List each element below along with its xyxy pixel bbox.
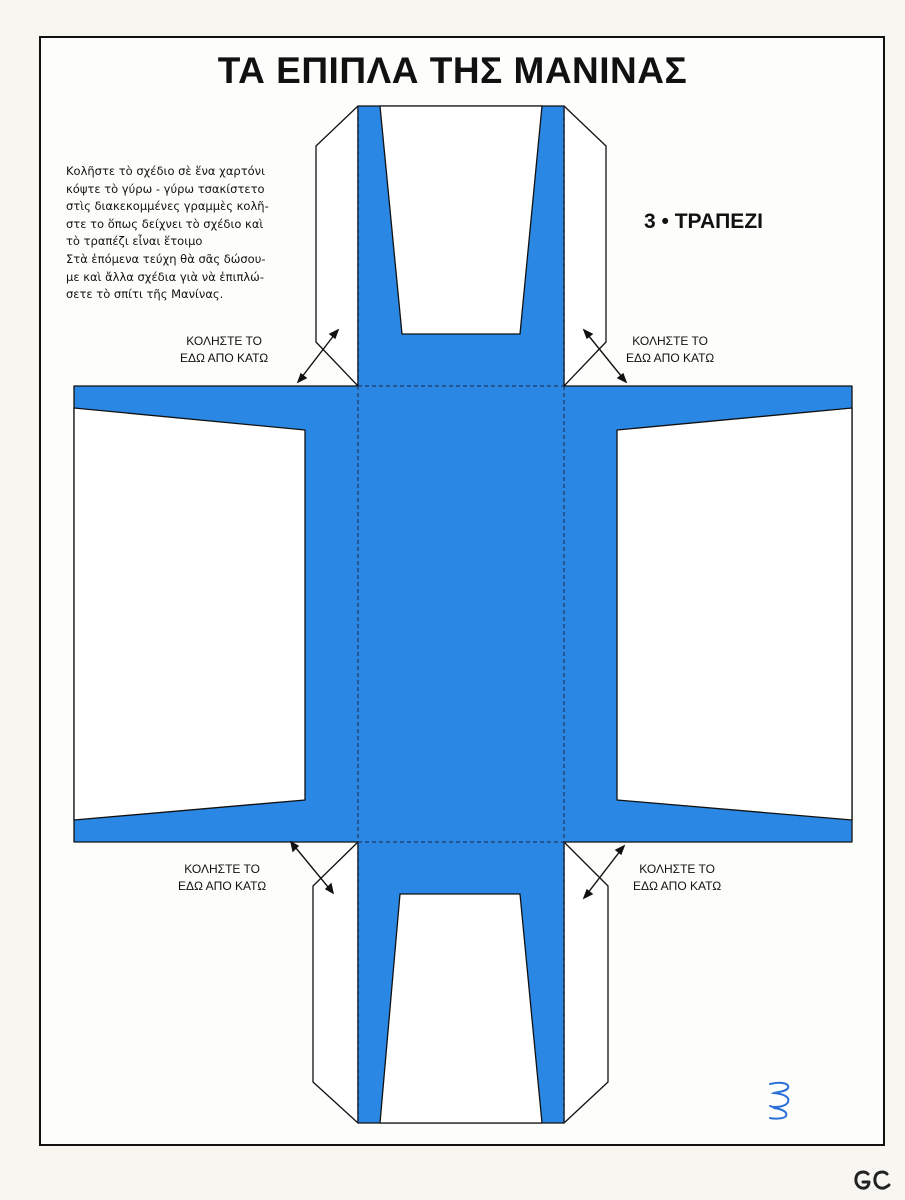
instruction-line: στὶς διακεκομμένες γραμμὲς κολῆ- xyxy=(66,199,269,214)
leg-cutout-left xyxy=(74,408,305,820)
instruction-line: κόψτε τὸ γύρω - γύρω τσακίστετο xyxy=(66,181,265,196)
instructions-text xyxy=(66,163,316,304)
glue-label-top-right xyxy=(626,333,714,367)
glue-label-bottom-right xyxy=(633,861,721,895)
glue-label-line: ΕΔΩ ΑΠΟ ΚΑΤΩ xyxy=(178,879,267,893)
instruction-line: στε το ὅπως δείχνει τὸ σχέδιο καὶ xyxy=(66,216,264,231)
instruction-line: Στὰ ἑπόμενα τεύχη θὰ σᾶς δώσου- xyxy=(66,251,266,266)
instruction-line: σετε τὸ σπίτι τῆς Μανίνας. xyxy=(66,287,224,302)
glue-label-bottom-left xyxy=(178,861,266,895)
glue-flap-bottom-left xyxy=(313,842,358,1123)
arrow-bottom-left xyxy=(291,842,333,893)
glue-label-line: ΚΟΛΗΣΤΕ ΤΟ xyxy=(639,862,715,876)
instruction-line: Κολῆστε τὸ σχέδιο σὲ ἕνα χαρτόνι xyxy=(66,164,265,178)
glue-label-line: ΚΟΛΗΣΤΕ ΤΟ xyxy=(184,862,260,876)
glue-label-line: ΚΟΛΗΣΤΕ ΤΟ xyxy=(186,334,262,348)
glue-flap-top-right xyxy=(564,106,606,386)
leg-cutout-bottom xyxy=(380,894,542,1123)
item-subtitle: 3 • ΤΡΑΠΕΖΙ xyxy=(644,210,763,233)
instruction-line: τὸ τραπέζι εἶναι ἕτοιμο xyxy=(66,234,203,249)
gc-logo-icon xyxy=(852,1168,894,1194)
handwritten-3-icon xyxy=(760,1078,800,1122)
page-title: ΤΑ ΕΠΙΠΛΑ ΤΗΣ ΜΑΝΙΝΑΣ xyxy=(217,50,688,91)
leg-cutout-right xyxy=(617,408,852,820)
glue-label-line: ΕΔΩ ΑΠΟ ΚΑΤΩ xyxy=(180,351,269,365)
glue-flap-top-left xyxy=(316,106,358,386)
glue-label-line: ΕΔΩ ΑΠΟ ΚΑΤΩ xyxy=(633,879,722,893)
leg-cutout-top xyxy=(380,106,542,334)
glue-label-line: ΚΟΛΗΣΤΕ ΤΟ xyxy=(632,334,708,348)
instruction-line: με καὶ ἄλλα σχέδια γιὰ νὰ ἐπιπλώ- xyxy=(66,269,264,284)
glue-label-top-left xyxy=(180,333,268,367)
glue-label-line: ΕΔΩ ΑΠΟ ΚΑΤΩ xyxy=(626,351,715,365)
glue-flap-bottom-right xyxy=(564,842,608,1123)
